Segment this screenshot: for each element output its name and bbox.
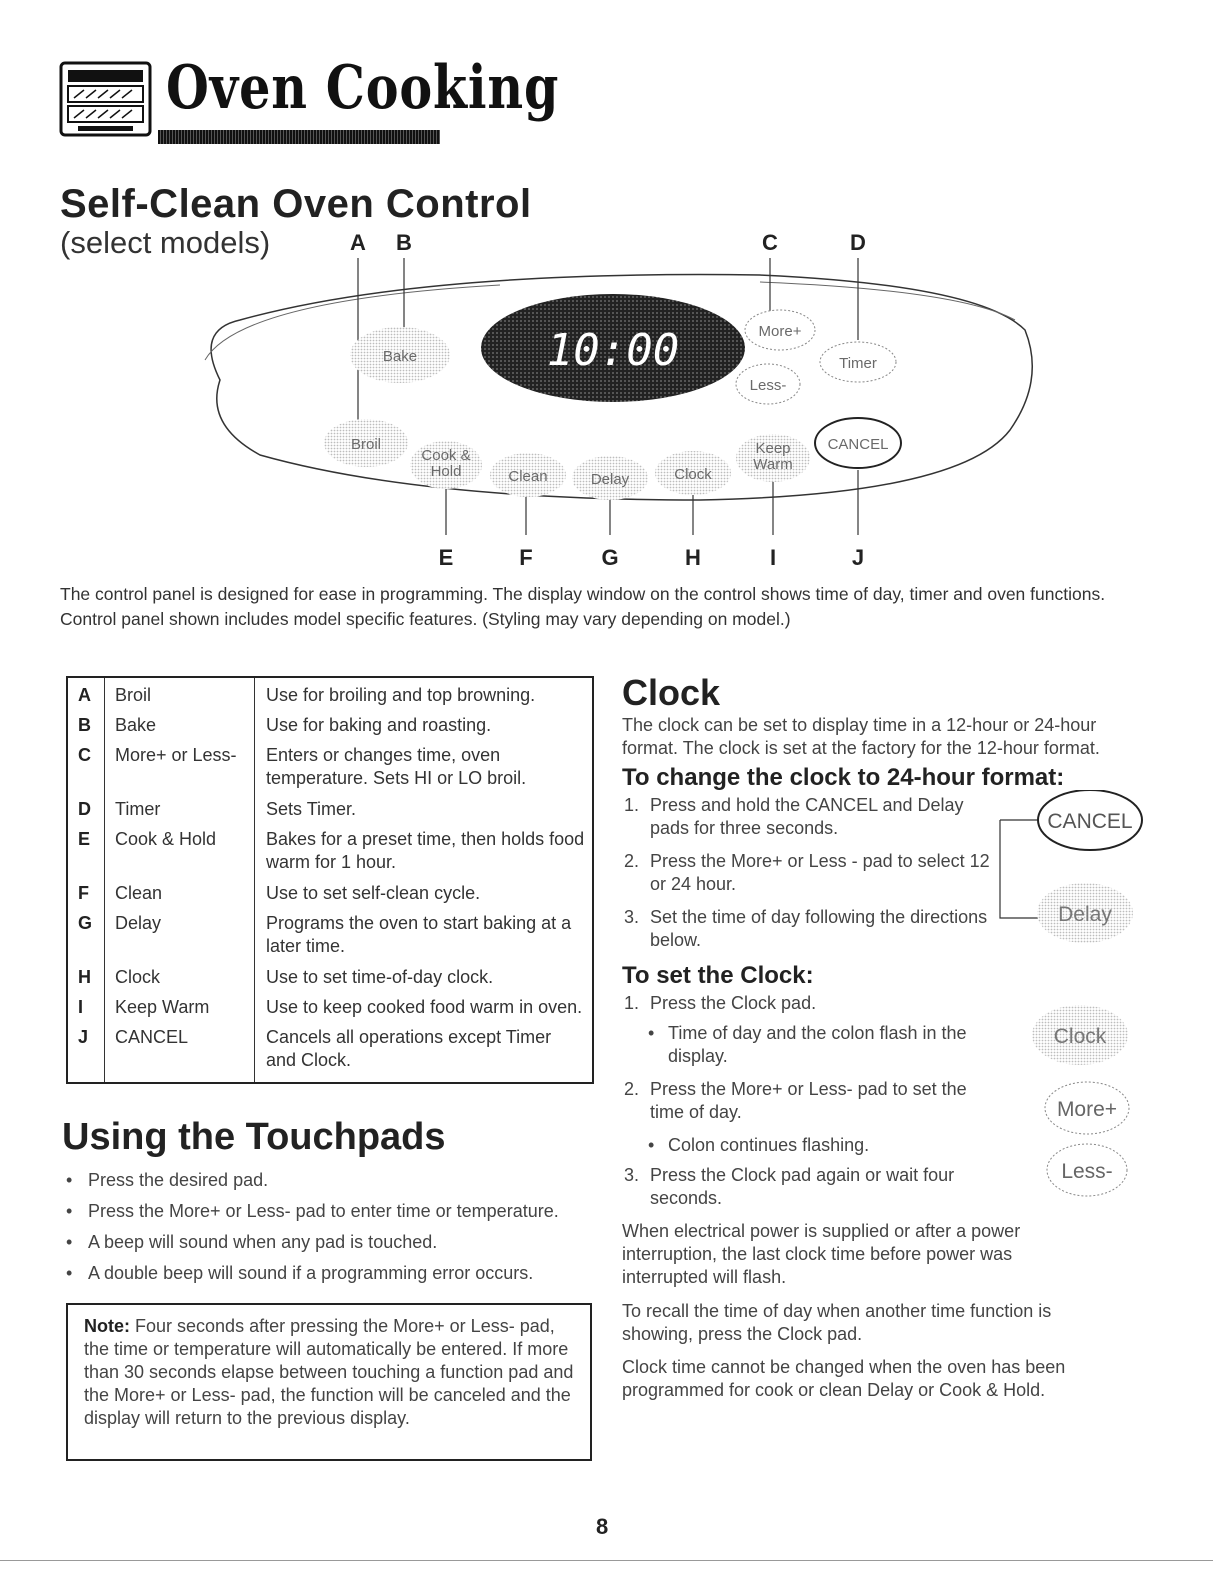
bottom-rule	[0, 1560, 1213, 1561]
callout-i: I	[769, 545, 777, 570]
page-number: 8	[596, 1514, 609, 1539]
side-less-label: Less-	[1061, 1160, 1113, 1183]
callout-j: J	[851, 545, 865, 570]
callout-h: H	[685, 545, 701, 570]
cook-hold-label-2: Hold	[430, 463, 462, 480]
pad-reference-table: A Broil Use for broiling and top browning. B Bake Use for baking and roasting. C More+ or Less- Enters or changes time, oven temperature. Sets HI or LO broil. D Timer Sets Timer. E Cook & Hold Bakes for a preset time, then holds food warm for 1 hour. F Clean Use to set self-clean cycle. G Delay Programs the oven to start baking at a later time. H Clock Use to set time-of-day clock. I Keep Warm Use to keep cooked food warm in oven. J CANCEL Cancels all operations except Timer and Clock.	[66, 676, 594, 1084]
callout-g: G	[601, 545, 619, 570]
section-title: Self-Clean Oven Control	[60, 182, 532, 226]
set-clock-heading: To set the Clock:	[622, 962, 814, 989]
keep-warm-label-2: Warm	[753, 456, 793, 473]
callout-f: F	[519, 545, 533, 570]
broil-pad-label: Broil	[350, 436, 382, 453]
cook-hold-label-1: Cook &	[421, 447, 471, 464]
list-item: • A double beep will sound if a programming error occurs.	[64, 1261, 604, 1292]
clean-pad-label: Clean	[508, 468, 548, 485]
side-cancel-label: CANCEL	[1047, 810, 1133, 833]
bake-pad-label: Bake	[382, 348, 418, 365]
note-text: Four seconds after pressing the More+ or Less- pad, the time or temperature will automatically be entered. If more than 30 seconds elapse between touching a function pad and the More+ or Less- pad, the function will be canceled and the display will return to the previous display.	[84, 1316, 574, 1428]
intro-paragraph	[60, 582, 1160, 632]
clock-intro: The clock can be set to display time in a 12-hour or 24-hour format. The clock is set at the factory for the 12-hour format.	[622, 715, 1100, 758]
timer-pad-label: Timer	[839, 355, 877, 372]
callout-b: B	[396, 230, 412, 255]
side-delay-label: Delay	[1058, 903, 1112, 926]
more-pad-label: More+	[758, 323, 802, 340]
page-header-title: Oven Cooking	[166, 53, 560, 123]
clock-paragraph-3: Clock time cannot be changed when the oven has been programmed for cook or clean Delay or Cook & Hold.	[622, 1357, 1066, 1400]
note-label: Note:	[84, 1316, 130, 1336]
side-more-label: More+	[1056, 1098, 1118, 1121]
list-item: • Press the desired pad.	[64, 1168, 604, 1199]
note-box	[66, 1303, 592, 1461]
touchpads-title: Using the Touchpads	[62, 1116, 446, 1158]
intro-line-1: The control panel is designed for ease in programming. The display window on the control shows time of day, timer and oven functions.	[60, 584, 1106, 604]
list-item: • Press the More+ or Less- pad to enter time or temperature.	[64, 1199, 604, 1230]
touchpads-bullet-list	[64, 1168, 604, 1292]
cancel-pad-label: CANCEL	[827, 436, 889, 453]
callout-c: C	[762, 230, 778, 255]
less-pad-label: Less-	[749, 377, 787, 394]
list-item: • A beep will sound when any pad is touched.	[64, 1230, 604, 1261]
clock-title: Clock	[622, 672, 721, 713]
h24-heading: To change the clock to 24-hour format:	[622, 764, 1065, 791]
delay-pad-label: Delay	[590, 471, 630, 488]
clock-pad-label: Clock	[674, 466, 712, 483]
clock-paragraph-1: When electrical power is supplied or after a power interruption, the last clock time before power was interrupted will flash.	[622, 1221, 1021, 1287]
intro-line-2: Control panel shown includes model specific features. (Styling may vary depending on model.)	[60, 609, 791, 629]
clock-paragraph-2: To recall the time of day when another time function is showing, press the Clock pad.	[622, 1301, 1052, 1344]
control-panel-diagram	[0, 0, 1213, 580]
callout-d: D	[850, 230, 866, 255]
display-time: 10:00	[546, 325, 680, 376]
section-subtitle: (select models)	[60, 225, 271, 260]
keep-warm-label-1: Keep	[755, 440, 791, 457]
callout-e: E	[438, 545, 454, 570]
clock-side-illustration	[990, 790, 1160, 1210]
side-clock-label: Clock	[1053, 1025, 1107, 1048]
callout-a: A	[350, 230, 366, 255]
